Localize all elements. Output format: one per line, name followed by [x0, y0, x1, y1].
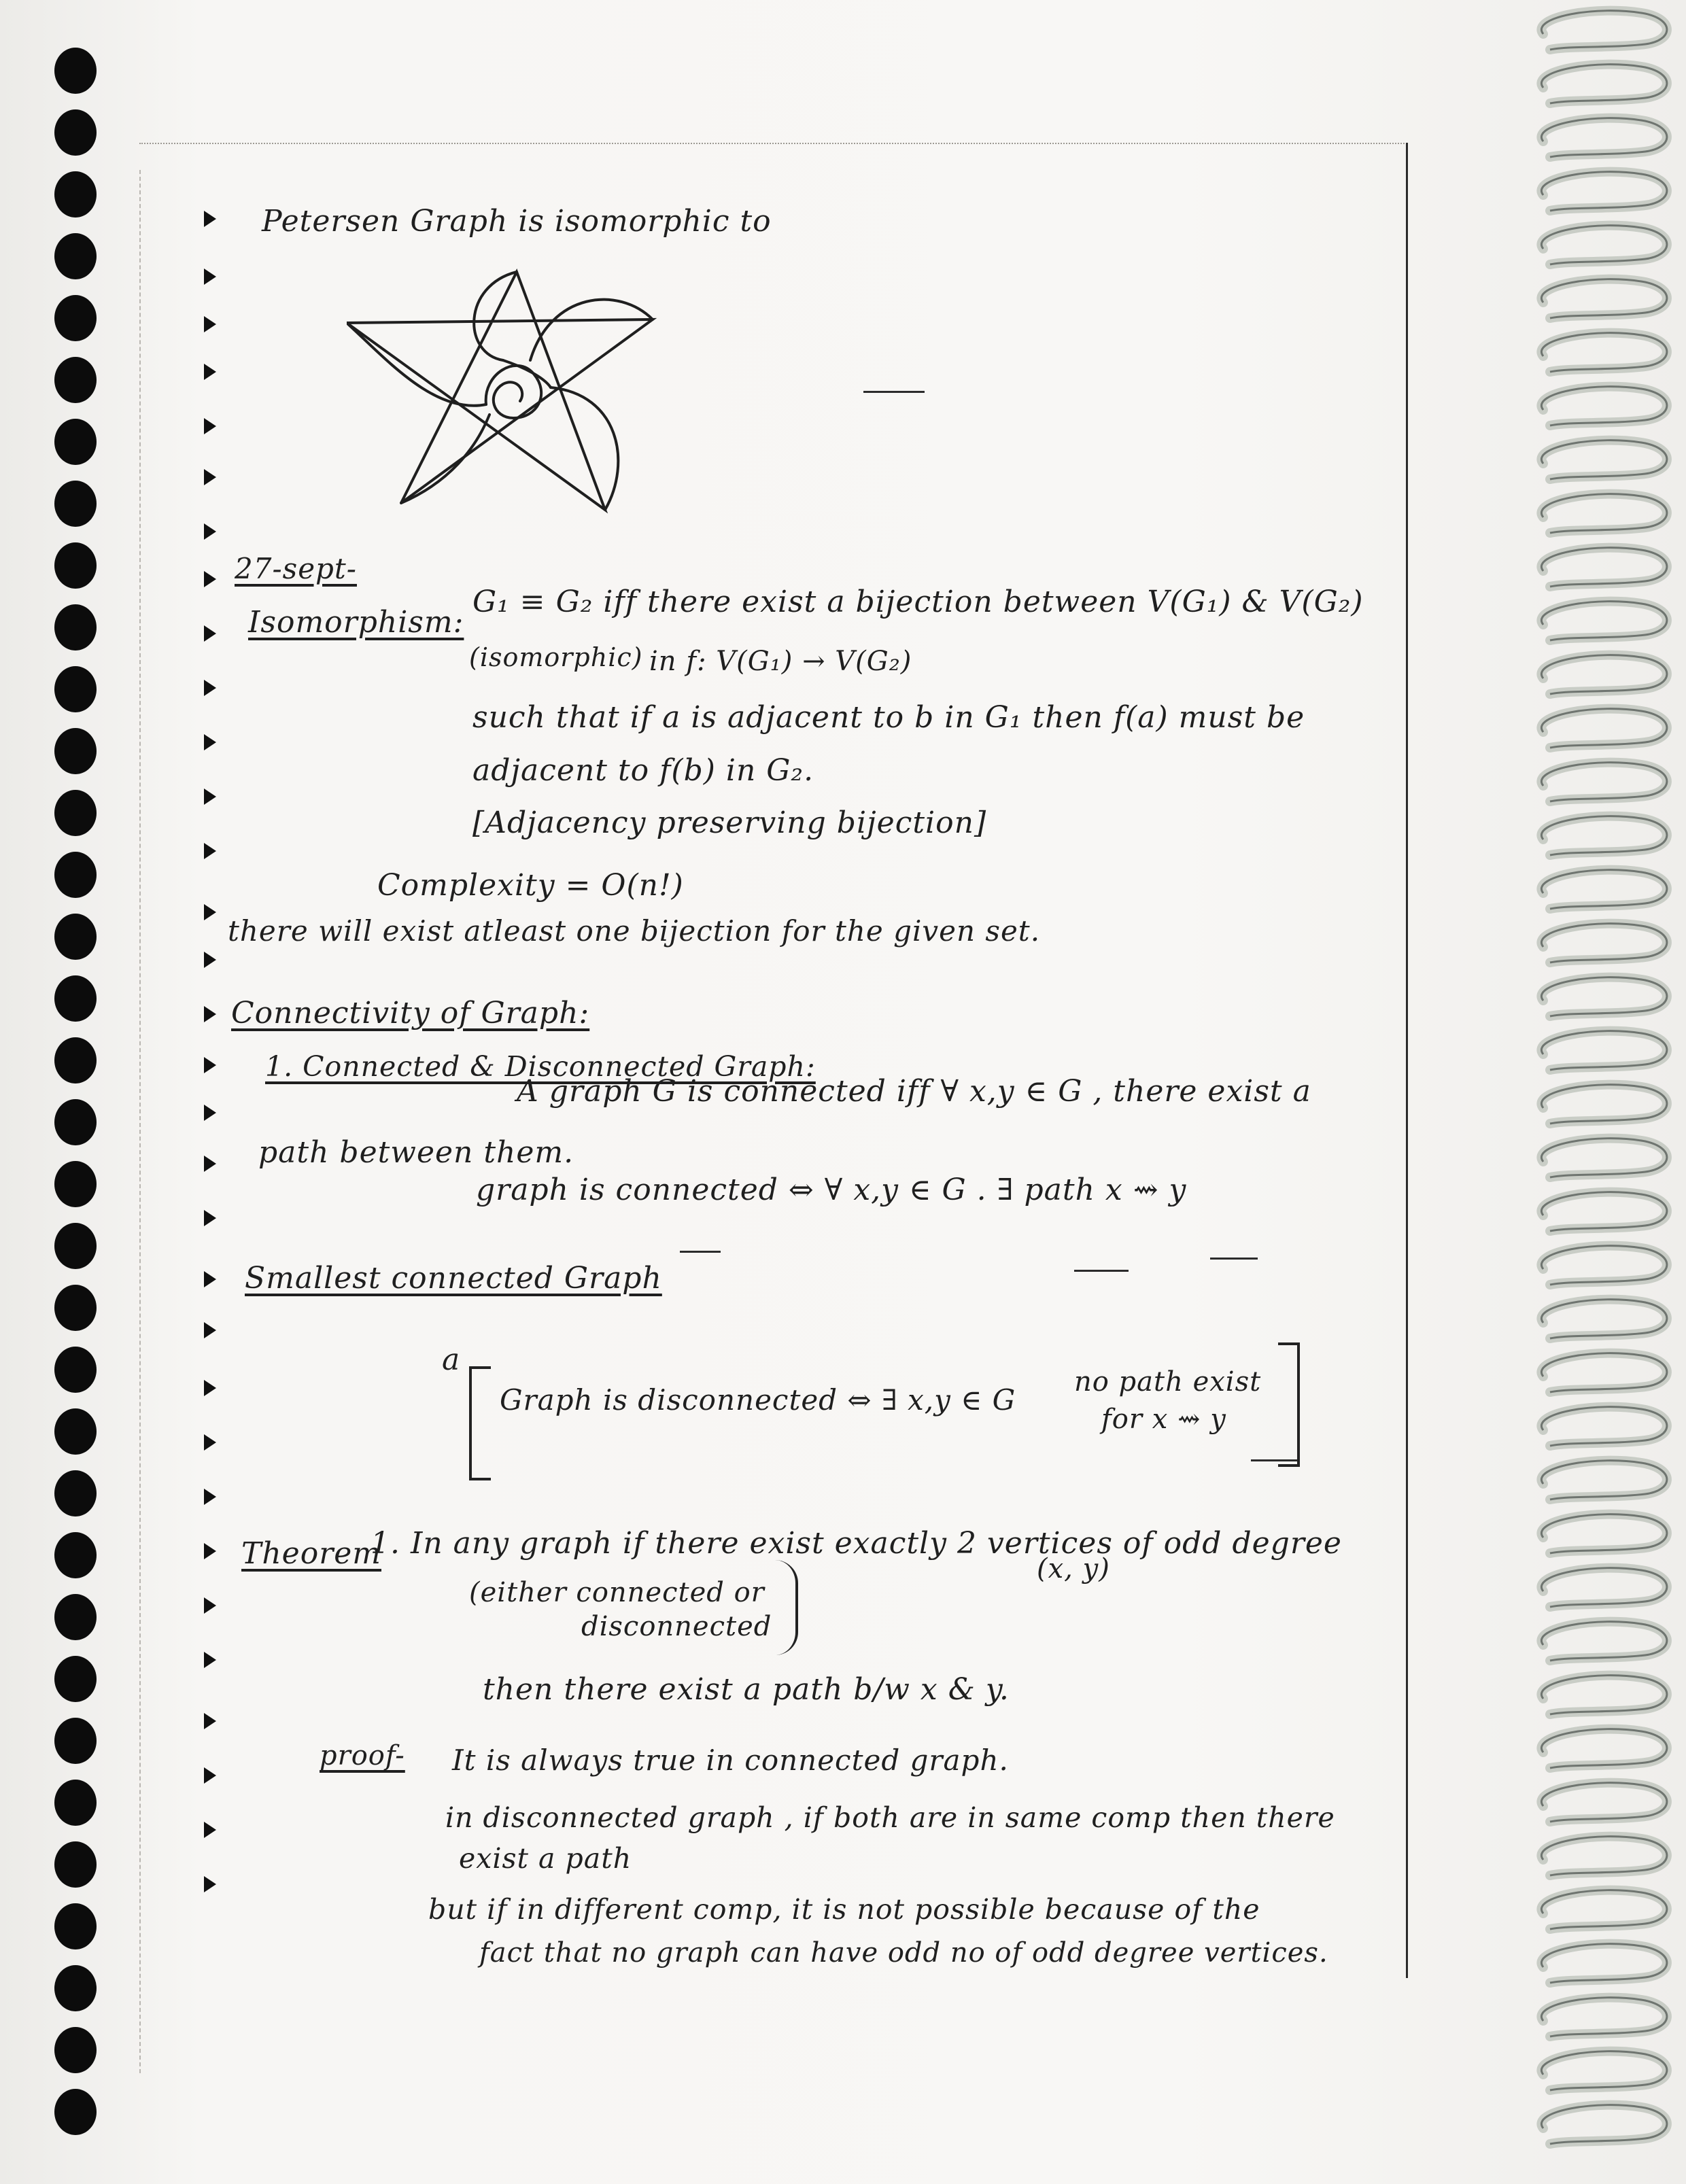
connected-formula: graph is connected ⇔ ∀ x,y ∈ G . ∃ path x ⇝ y	[476, 1173, 1187, 1207]
margin-bullet	[204, 1489, 216, 1505]
punch-holes	[54, 0, 102, 2184]
connectivity-heading: Connectivity of Graph:	[231, 996, 590, 1030]
no-path-text-cont: for x ⇝ y	[1101, 1404, 1226, 1435]
single-vertex-a: a	[442, 1342, 461, 1377]
punch-hole	[54, 975, 97, 1022]
margin-bullet	[204, 1380, 216, 1396]
connected-definition-cont: path between them.	[258, 1135, 574, 1170]
punch-hole	[54, 1841, 97, 1888]
connected-disconnected-heading: 1. Connected & Disconnected Graph:	[265, 1050, 816, 1083]
isomorphism-label: Isomorphism:	[248, 605, 464, 640]
theorem-label: Theorem	[241, 1536, 382, 1571]
curve-edge	[401, 415, 489, 503]
punch-hole	[54, 1903, 97, 1949]
proof-line-1: It is always true in connected graph.	[452, 1744, 1009, 1777]
date-heading: 27-sept-	[235, 552, 357, 585]
spiral-binding	[1516, 0, 1686, 2184]
margin-bullet	[204, 571, 216, 587]
punch-hole	[54, 233, 97, 279]
dash-mark	[863, 391, 925, 393]
margin-bullet	[204, 1652, 216, 1668]
proof-line-5: fact that no graph can have odd no of odd degree vertices.	[479, 1937, 1328, 1969]
smallest-connected-heading: Smallest connected Graph	[245, 1261, 662, 1296]
margin-bullet	[204, 1543, 216, 1559]
punch-hole	[54, 1780, 97, 1826]
closing-paren	[775, 1560, 798, 1655]
punch-hole	[54, 542, 97, 589]
punch-hole	[54, 48, 97, 94]
proof-line-4: but if in different comp, it is not possible because of the	[428, 1893, 1260, 1926]
margin-bullet	[204, 680, 216, 696]
margin-bullet	[204, 1876, 216, 1892]
punch-hole	[54, 1532, 97, 1578]
adjacency-condition: such that if a is adjacent to b in G₁ then f(a) must be	[472, 700, 1305, 735]
punch-hole	[54, 728, 97, 774]
punch-hole	[54, 1347, 97, 1393]
punch-hole	[54, 1099, 97, 1145]
margin-bullet	[204, 788, 216, 805]
punch-hole	[54, 481, 97, 527]
margin-bullet	[204, 1057, 216, 1073]
margin-bullet	[204, 904, 216, 920]
margin-bullet	[204, 1210, 216, 1226]
margin-bullet	[204, 523, 216, 540]
margin-bullet	[204, 268, 216, 285]
proof-line-2: in disconnected graph , if both are in same comp then there	[445, 1801, 1335, 1834]
margin-bullet	[204, 418, 216, 434]
margin-bullet	[204, 1105, 216, 1121]
punch-hole	[54, 1656, 97, 1702]
punch-hole	[54, 171, 97, 218]
punch-hole	[54, 357, 97, 403]
petersen-heading: Petersen Graph is isomorphic to	[262, 204, 772, 239]
punch-hole	[54, 2089, 97, 2135]
dash-mark	[1074, 1270, 1129, 1272]
punch-hole	[54, 666, 97, 712]
margin-bullet	[204, 469, 216, 485]
complexity-line: Complexity = O(n!)	[377, 868, 684, 903]
margin-bullet	[204, 843, 216, 859]
punch-hole	[54, 295, 97, 341]
punch-hole	[54, 1718, 97, 1764]
margin-bullet	[204, 1822, 216, 1838]
bracket-right	[1278, 1342, 1300, 1467]
punch-hole	[54, 914, 97, 960]
curve-edge	[551, 387, 618, 510]
punch-hole	[54, 1223, 97, 1269]
margin-bullet	[204, 1322, 216, 1338]
punch-hole	[54, 1037, 97, 1084]
either-connected: (either connected or	[469, 1577, 765, 1608]
margin-bullet	[204, 1767, 216, 1784]
theorem-statement: 1. In any graph if there exist exactly 2 vertices of odd degree	[371, 1526, 1342, 1561]
punch-hole	[54, 109, 97, 156]
petersen-graph-drawing	[347, 258, 673, 517]
proof-label: proof-	[320, 1740, 405, 1771]
theorem-conclusion: then there exist a path b/w x & y.	[483, 1672, 1010, 1707]
margin-bullet	[204, 734, 216, 750]
margin-bullet	[204, 316, 216, 332]
bracket-left	[469, 1366, 491, 1480]
margin-line	[139, 170, 141, 2073]
adjacency-note: [Adjacency preserving bijection]	[472, 805, 987, 840]
punch-hole	[54, 1161, 97, 1207]
right-border-line	[1406, 143, 1408, 1978]
punch-hole	[54, 1470, 97, 1516]
margin-bullet	[204, 211, 216, 227]
curve-edge	[347, 323, 486, 406]
curve-edge	[530, 300, 653, 360]
theorem-xy: (x, y)	[1037, 1553, 1110, 1584]
punch-hole	[54, 2027, 97, 2073]
margin-bullet	[204, 1597, 216, 1614]
punch-hole	[54, 1408, 97, 1455]
punch-hole	[54, 790, 97, 836]
margin-bullet	[204, 625, 216, 642]
margin-bullet	[204, 1434, 216, 1451]
punch-hole	[54, 1285, 97, 1331]
punch-hole	[54, 1594, 97, 1640]
adjacency-condition-cont: adjacent to f(b) in G₂.	[472, 753, 814, 788]
pentagram-outline	[347, 272, 653, 510]
dash-mark	[680, 1251, 721, 1253]
isomorphism-definition: G₁ ≡ G₂ iff there exist a bijection between V(G₁) & V(G₂)	[472, 585, 1364, 619]
margin-bullet	[204, 1156, 216, 1172]
dash-mark	[1210, 1258, 1258, 1260]
punch-hole	[54, 852, 97, 898]
punch-hole	[54, 419, 97, 465]
no-path-text: no path exist	[1074, 1366, 1262, 1398]
either-disconnected: disconnected	[581, 1611, 772, 1642]
proof-line-3: exist a path	[459, 1842, 632, 1875]
margin-bullet	[204, 952, 216, 968]
top-border-line	[139, 143, 1407, 144]
margin-bullet	[204, 1271, 216, 1287]
disconnected-formula: Graph is disconnected ⇔ ∃ x,y ∈ G	[500, 1383, 1016, 1417]
punch-hole	[54, 1965, 97, 2011]
margin-bullet	[204, 364, 216, 380]
connected-definition: A graph G is connected iff ∀ x,y ∈ G , there exist a	[517, 1074, 1311, 1109]
punch-hole	[54, 604, 97, 651]
margin-bullet	[204, 1713, 216, 1729]
margin-bullet	[204, 1006, 216, 1022]
isomorphic-paren: (isomorphic)	[469, 642, 643, 672]
isomorphism-mapping: in f: V(G₁) → V(G₂)	[649, 646, 912, 677]
bijection-note: there will exist atleast one bijection for the given set.	[228, 914, 1041, 948]
